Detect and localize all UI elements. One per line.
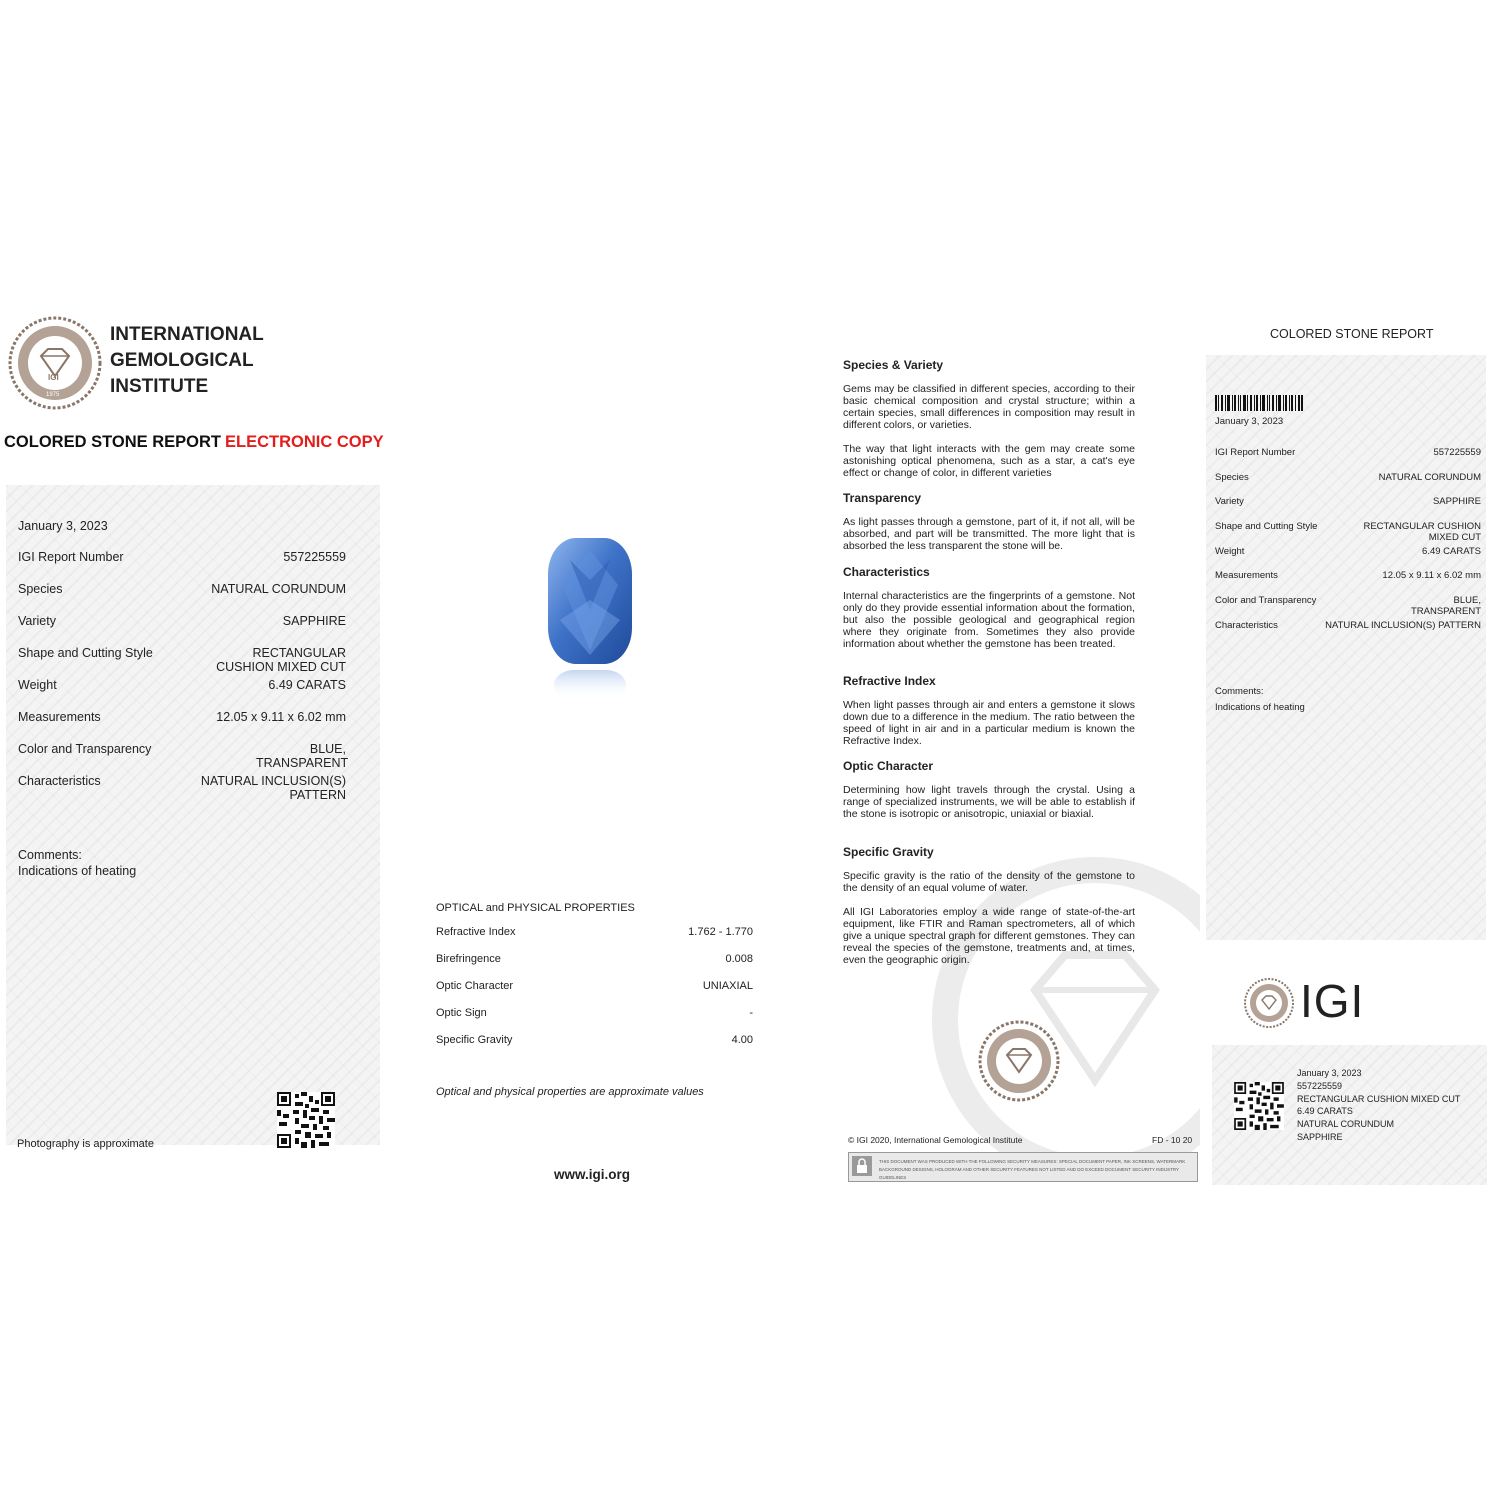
row-label: Color and Transparency: [1215, 595, 1317, 606]
info-paragraph: Specific gravity is the ratio of the density of the gemstone to the density of an equal volume of water.: [843, 870, 1135, 894]
row-value: 4.00: [731, 1034, 753, 1046]
seal-logo-small: [978, 1020, 1060, 1102]
info-paragraph: Gems may be classified in different species, according to their basic chemical composition and crystal structure; within a certain species, small differences in composition may result in different colors, or varieties.: [843, 383, 1135, 431]
summary-watermark-panel: [1206, 355, 1486, 940]
info-heading: Refractive Index: [843, 674, 936, 688]
row-label: Weight: [1215, 546, 1245, 557]
info-paragraph: When light passes through air and enters a gemstone it slows down due to a difference in the medium. The ratio between the speed of light in air and in a particular medium is known the Refractive Index.: [843, 699, 1135, 747]
summary-comments-value: Indications of heating: [1215, 702, 1305, 713]
stub-line: 6.49 CARATS: [1297, 1106, 1353, 1117]
photo-note: Photography is approximate: [17, 1138, 154, 1150]
row-label: Measurements: [18, 710, 101, 724]
report-row: [18, 614, 346, 628]
row-label: IGI Report Number: [18, 550, 124, 564]
copyright: © IGI 2020, International Gemological Institute: [848, 1135, 1023, 1145]
row-label: Optic Character: [436, 980, 514, 992]
summary-row: [1215, 620, 1481, 631]
row-value: NATURAL INCLUSION(S) PATTERN: [200, 774, 346, 802]
row-label: Weight: [18, 678, 57, 692]
seal-year: 1975: [46, 392, 60, 398]
optical-row: [436, 926, 753, 938]
row-value: NATURAL INCLUSION(S) PATTERN: [1325, 620, 1481, 631]
security-text: THIS DOCUMENT WAS PRODUCED WITH THE FOLLOWING SECURITY MEASURES: SPECIAL DOCUMENT PAPER, INK SCREENS, WATERMARK BACKGROUND DESIGNS, HOLOGRAM AND OTHER SECURITY FEATURES NOT LISTED AND DO EXCEED DOCUMENT SECURITY INDUSTRY GUIDELINES: [879, 1159, 1186, 1180]
summary-row: [1215, 472, 1481, 483]
info-paragraph: Determining how light travels through the crystal. Using a range of specialized instruments, we will be able to establish if the stone is isotropic or anisotropic, uniaxial or biaxial.: [843, 784, 1135, 820]
barcode: [1215, 395, 1303, 411]
row-label: Shape and Cutting Style: [1215, 521, 1318, 532]
row-label: Species: [18, 582, 63, 596]
row-value: SAPPHIRE: [1432, 496, 1481, 507]
report-date: January 3, 2023: [18, 519, 108, 533]
row-value: NATURAL CORUNDUM: [211, 582, 346, 596]
row-value: RECTANGULAR CUSHION MIXED CUT: [216, 646, 346, 674]
row-label: Variety: [18, 614, 56, 628]
row-label: Characteristics: [18, 774, 101, 788]
summary-row: [1215, 496, 1481, 507]
institute-name-line-2: GEMOLOGICAL: [110, 350, 254, 371]
row-value: SAPPHIRE: [282, 614, 346, 628]
summary-row: [1215, 595, 1481, 617]
row-label: Species: [1215, 472, 1249, 483]
row-value: RECTANGULAR CUSHION MIXED CUT: [1363, 521, 1481, 543]
summary-row: [1215, 546, 1481, 557]
summary-row: [1215, 521, 1481, 543]
row-value: -: [749, 1007, 753, 1019]
optical-row: [436, 1007, 753, 1019]
institute-name-line-1: INTERNATIONAL: [110, 324, 264, 345]
report-row: [18, 742, 349, 770]
report-row: [18, 582, 346, 596]
row-value: 6.49 CARATS: [268, 678, 346, 692]
seal-abbr: IGI: [48, 373, 59, 382]
info-heading: Specific Gravity: [843, 845, 934, 859]
summary-comments-label: Comments:: [1215, 686, 1264, 697]
qr-code: [277, 1092, 335, 1148]
institute-name: [110, 322, 264, 400]
stub-line: 557225559: [1297, 1080, 1343, 1091]
info-paragraph: As light passes through a gemstone, part of it, if not all, will be absorbed, and part will be transmitted. The more light that is absorbed the less transparent the stone will be.: [843, 516, 1135, 552]
stub-line: January 3, 2023: [1297, 1068, 1362, 1078]
row-label: Optic Sign: [436, 1007, 487, 1019]
info-heading: Characteristics: [843, 565, 930, 579]
stub-line: SAPPHIRE: [1297, 1131, 1343, 1142]
info-paragraph: The way that light interacts with the gem may create some astonishing optical phenomena, such as a star, a cat's eye effect or change of color, in different varieties: [843, 443, 1135, 479]
optical-row: [436, 953, 753, 965]
report-row: [18, 710, 346, 724]
summary-title: COLORED STONE REPORT: [1270, 327, 1434, 341]
summary-row: [1215, 447, 1481, 458]
gemstone-image: [540, 530, 640, 710]
report-row: [18, 550, 346, 564]
row-label: Measurements: [1215, 570, 1278, 581]
row-label: Refractive Index: [436, 926, 516, 938]
row-value: 6.49 CARATS: [1422, 546, 1481, 557]
row-value: 0.008: [725, 953, 753, 965]
electronic-copy-label: ELECTRONIC COPY: [225, 433, 384, 451]
row-label: IGI Report Number: [1215, 447, 1296, 458]
row-value: NATURAL CORUNDUM: [1378, 472, 1481, 483]
row-value: BLUE, TRANSPARENT: [256, 742, 349, 770]
row-value: 12.05 x 9.11 x 6.02 mm: [216, 710, 346, 724]
summary-date: January 3, 2023: [1215, 416, 1284, 427]
row-value: 557225559: [283, 550, 346, 564]
report-row: [18, 774, 346, 802]
row-value: 12.05 x 9.11 x 6.02 mm: [1382, 570, 1481, 581]
igi-logo-text: IGI: [1300, 975, 1365, 1027]
report-title: COLORED STONE REPORT: [4, 433, 221, 451]
row-label: Birefringence: [436, 953, 501, 965]
form-code: FD - 10 20: [1152, 1135, 1193, 1145]
summary-row: [1215, 570, 1481, 581]
igi-logo-seal: [1244, 978, 1294, 1028]
row-label: Characteristics: [1215, 620, 1278, 631]
comments-value: Indications of heating: [18, 864, 137, 878]
row-label: Variety: [1215, 496, 1244, 507]
stub-qr-code: [1234, 1082, 1284, 1130]
info-paragraph: Internal characteristics are the fingerprints of a gemstone. Not only do they provide essential information about the formation, but also the possible geological and geographical region where they originate from. Sometimes they also provide information about whether the gemstone has been treated.: [843, 590, 1135, 650]
optical-heading: OPTICAL and PHYSICAL PROPERTIES: [436, 902, 635, 914]
row-value: UNIAXIAL: [702, 980, 753, 992]
institute-name-line-3: INSTITUTE: [110, 376, 209, 397]
report-row: [18, 646, 346, 674]
optical-note: Optical and physical properties are approximate values: [436, 1086, 704, 1098]
stub-line: RECTANGULAR CUSHION MIXED CUT: [1297, 1093, 1461, 1104]
row-value: BLUE, TRANSPARENT: [1410, 595, 1481, 617]
info-heading: Transparency: [843, 491, 922, 505]
info-paragraph: All IGI Laboratories employ a wide range of state-of-the-art equipment, like FTIR and Raman spectrometers, all of which give a unique spectral graph for different gemstones. They can reveal the species of the gemstone, treatments and, at times, even the geographic origin.: [843, 906, 1135, 966]
row-label: Color and Transparency: [18, 742, 152, 756]
comments-label: Comments:: [18, 848, 82, 862]
stub-line: NATURAL CORUNDUM: [1297, 1119, 1395, 1130]
row-label: Shape and Cutting Style: [18, 646, 153, 660]
row-value: 557225559: [1433, 447, 1481, 458]
info-heading: Optic Character: [843, 759, 934, 773]
lock-icon: [852, 1156, 872, 1176]
row-value: 1.762 - 1.770: [688, 926, 753, 938]
stub-details: [1297, 1067, 1460, 1144]
report-row: [18, 678, 346, 692]
optical-row: [436, 1034, 753, 1046]
website-link[interactable]: www.igi.org: [554, 1167, 630, 1182]
security-strip: [848, 1152, 1198, 1182]
info-heading: Species & Variety: [843, 358, 944, 372]
row-label: Specific Gravity: [436, 1034, 513, 1046]
optical-row: [436, 980, 753, 992]
